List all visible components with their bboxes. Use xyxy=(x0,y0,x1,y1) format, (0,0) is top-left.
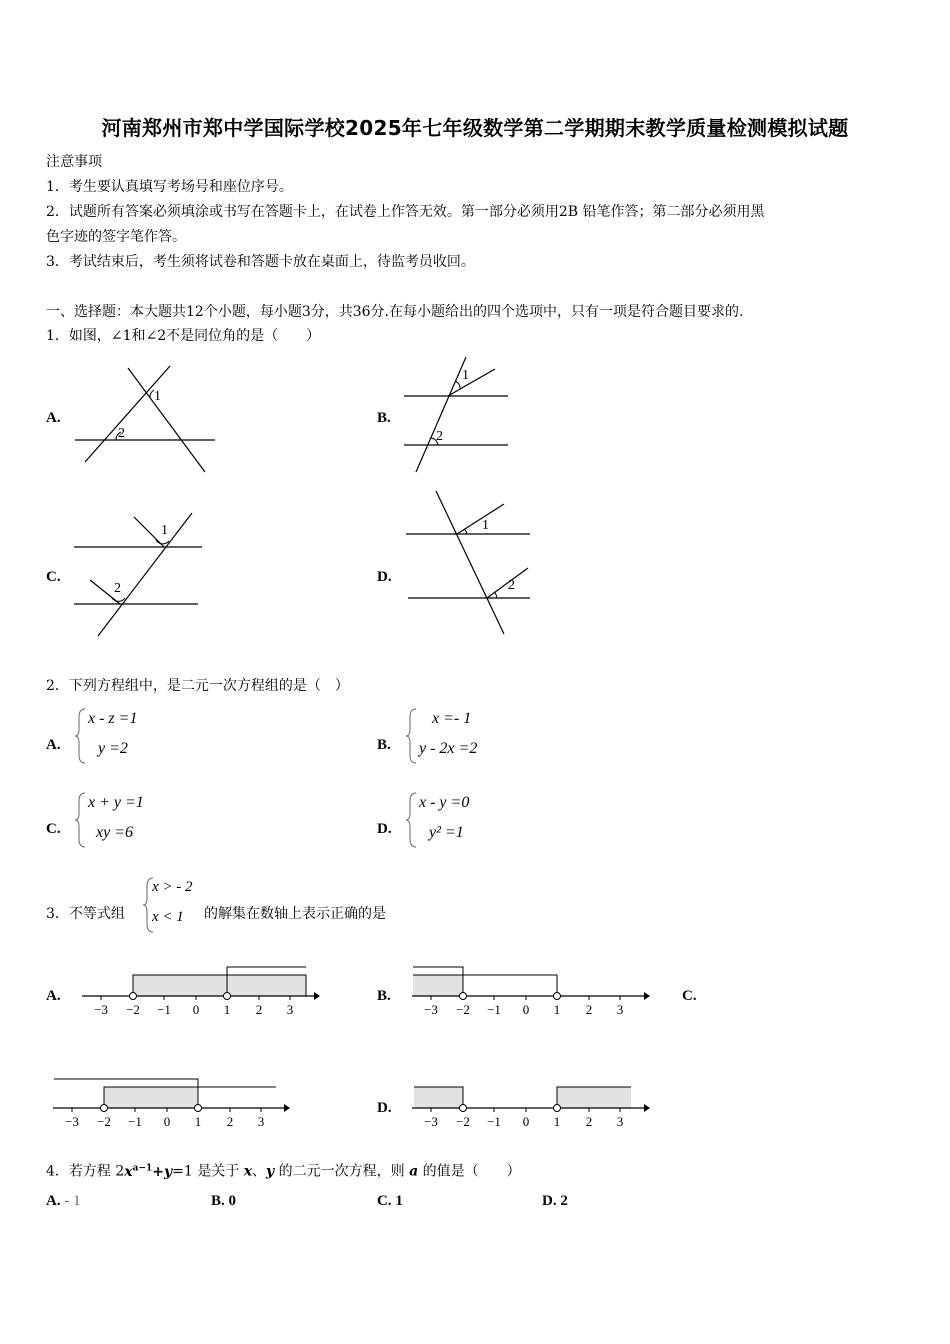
svg-text:1: 1 xyxy=(482,518,489,533)
svg-text:1: 1 xyxy=(194,1114,202,1129)
svg-text:3: 3 xyxy=(616,1002,624,1017)
q3-option-a-label[interactable]: A. xyxy=(46,988,61,1004)
svg-text:2: 2 xyxy=(508,578,515,593)
q1-option-d-label[interactable]: D. xyxy=(377,569,392,585)
svg-text:1: 1 xyxy=(462,368,469,383)
q3-numberline-c xyxy=(50,1072,290,1132)
question-2-stem: 2．下列方程组中，是二元一次方程组的是（ ） xyxy=(46,678,349,694)
svg-text:2: 2 xyxy=(436,429,443,444)
q2-a-eq2: y =2 xyxy=(98,740,128,757)
svg-text:0: 0 xyxy=(163,1114,171,1129)
notice-item-2b: 色字迹的签字笔作答。 xyxy=(46,229,186,245)
q1-figure-d xyxy=(400,488,535,638)
page-title: 河南郑州市郑中学国际学校2025年七年级数学第二学期期末教学质量检测模拟试题 xyxy=(101,116,849,140)
brace-icon xyxy=(405,707,419,765)
angle-2-label: 2 xyxy=(118,426,125,441)
q2-option-c-label[interactable]: C. xyxy=(46,821,61,837)
q2-a-eq1: x - z =1 xyxy=(88,710,138,727)
svg-text:2: 2 xyxy=(255,1002,263,1017)
svg-text:−1: −1 xyxy=(128,1114,142,1129)
svg-text:−2: −2 xyxy=(456,1114,470,1129)
q2-d-eq2: y² =1 xyxy=(429,824,464,841)
notice-item-2a: 2．试题所有答案必须填涂或书写在答题卡上，在试卷上作答无效。第一部分必须用2B 铅笔作答；第二部分必须用黑 xyxy=(46,204,765,220)
svg-text:−3: −3 xyxy=(424,1002,438,1017)
q1-figure-c xyxy=(70,510,210,640)
svg-text:0: 0 xyxy=(522,1114,530,1129)
notice-item-1: 1．考生要认真填写考场号和座位序号。 xyxy=(46,179,293,195)
svg-text:−1: −1 xyxy=(487,1114,501,1129)
notice-heading: 注意事项 xyxy=(46,154,102,170)
q2-option-a-label[interactable]: A. xyxy=(46,737,61,753)
svg-text:3: 3 xyxy=(286,1002,294,1017)
svg-text:0: 0 xyxy=(192,1002,200,1017)
q2-option-d-label[interactable]: D. xyxy=(377,821,392,837)
q3-system-2: x < 1 xyxy=(152,909,184,925)
q3-numberline-b xyxy=(410,962,650,1022)
svg-text:−2: −2 xyxy=(456,1002,470,1017)
q2-c-eq2: xy =6 xyxy=(96,824,133,841)
q1-option-c-label[interactable]: C. xyxy=(46,569,61,585)
q4-option-d[interactable]: D. 2 xyxy=(542,1193,568,1209)
q4-option-c[interactable]: C. 1 xyxy=(377,1193,403,1209)
q3-numberline-a xyxy=(80,962,320,1022)
section-heading: 一、选择题：本大题共12个小题，每小题3分，共36分.在每小题给出的四个选项中，只有一项是符合题目要求的. xyxy=(46,304,744,320)
svg-text:−3: −3 xyxy=(94,1002,108,1017)
q1-option-a-label[interactable]: A. xyxy=(46,410,61,426)
q2-b-eq1: x =- 1 xyxy=(432,710,472,727)
question-4-stem: 4．若方程 $2x^{a-1}+y=1$ 是关于 x、y 的二元一次方程，则 a 的值是（ ） xyxy=(46,1163,521,1180)
q3-option-c-label[interactable]: C. xyxy=(682,988,697,1004)
question-3-stem-post: 的解集在数轴上表示正确的是 xyxy=(204,906,386,922)
svg-text:1: 1 xyxy=(223,1002,231,1017)
svg-text:1: 1 xyxy=(553,1002,561,1017)
q4-option-b[interactable]: B. 0 xyxy=(211,1193,237,1209)
q1-figure-a xyxy=(70,360,220,475)
svg-text:1: 1 xyxy=(161,523,168,538)
svg-text:2: 2 xyxy=(585,1002,593,1017)
q3-option-d-label[interactable]: D. xyxy=(377,1100,392,1116)
svg-text:1: 1 xyxy=(553,1114,561,1129)
q4-option-a[interactable]: A. - 1 xyxy=(46,1193,81,1209)
brace-icon xyxy=(74,791,88,849)
svg-text:3: 3 xyxy=(257,1114,265,1129)
notice-item-3: 3．考试结束后，考生须将试卷和答题卡放在桌面上，待监考员收回。 xyxy=(46,254,475,270)
svg-text:3: 3 xyxy=(616,1114,624,1129)
brace-icon xyxy=(405,791,419,849)
svg-text:2: 2 xyxy=(114,581,121,596)
q2-c-eq1: x + y =1 xyxy=(88,794,144,811)
svg-text:−3: −3 xyxy=(424,1114,438,1129)
svg-text:2: 2 xyxy=(226,1114,234,1129)
svg-text:2: 2 xyxy=(585,1114,593,1129)
svg-text:−1: −1 xyxy=(487,1002,501,1017)
svg-text:−2: −2 xyxy=(97,1114,111,1129)
question-1-stem: 1．如图，∠1和∠2不是同位角的是（ ） xyxy=(46,328,321,344)
angle-1-label: 1 xyxy=(154,389,161,404)
q2-b-eq2: y - 2x =2 xyxy=(419,740,478,757)
q2-option-b-label[interactable]: B. xyxy=(377,737,391,753)
svg-text:−2: −2 xyxy=(126,1002,140,1017)
svg-text:−1: −1 xyxy=(157,1002,171,1017)
svg-text:−3: −3 xyxy=(65,1114,79,1129)
q3-option-b-label[interactable]: B. xyxy=(377,988,391,1004)
question-3-stem-pre: 3．不等式组 xyxy=(46,906,125,922)
q1-option-b-label[interactable]: B. xyxy=(377,410,391,426)
svg-text:0: 0 xyxy=(522,1002,530,1017)
q1-figure-b xyxy=(400,352,515,477)
brace-icon xyxy=(74,707,88,765)
q3-numberline-d xyxy=(410,1072,650,1132)
q2-d-eq1: x - y =0 xyxy=(419,794,470,811)
q3-system-1: x > - 2 xyxy=(152,879,193,895)
